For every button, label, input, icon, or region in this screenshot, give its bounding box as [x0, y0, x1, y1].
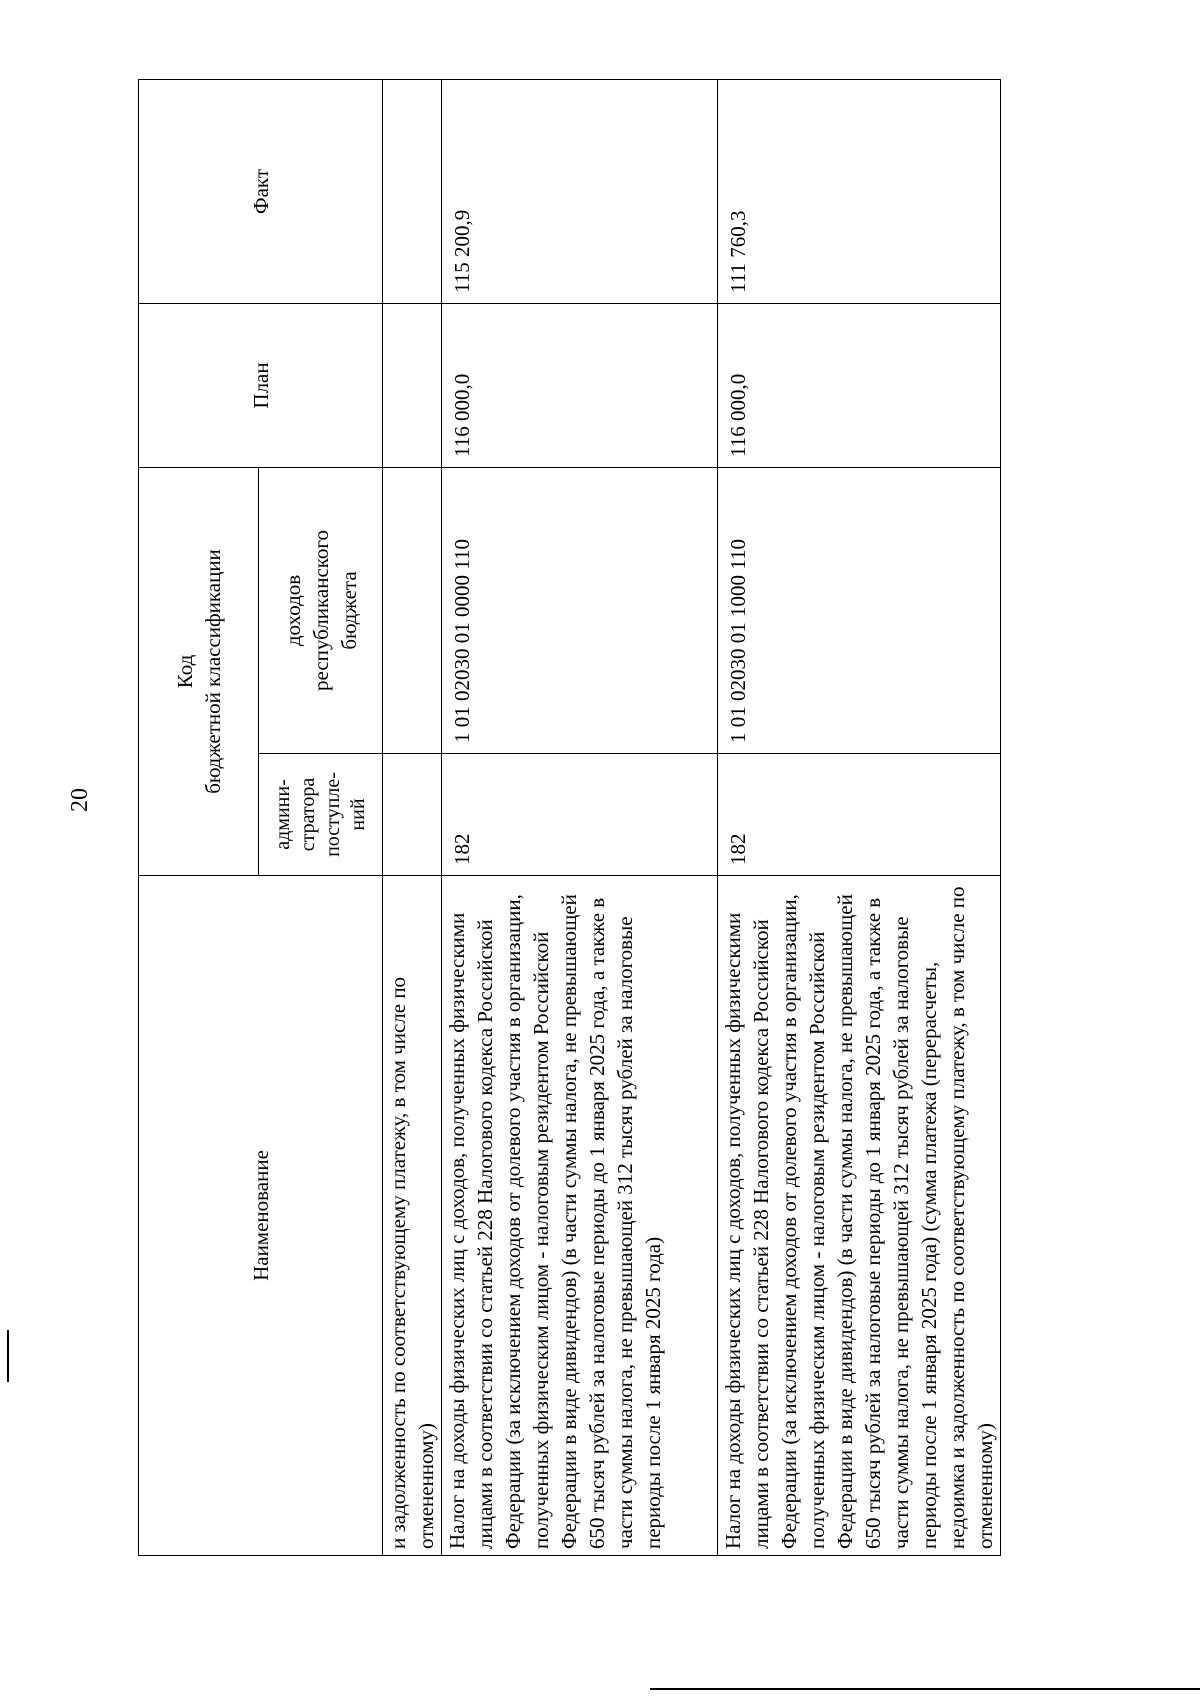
row-admin-code: 182: [718, 754, 1001, 876]
table-row: [383, 79, 442, 1555]
row-plan: 116 000,0: [442, 303, 718, 467]
row-income-code: 1 01 02030 01 0000 110: [442, 467, 718, 753]
rotated-table-container: [138, 80, 997, 1556]
scan-edge-line: [650, 1688, 1200, 1690]
header-fact: Факт: [139, 79, 383, 303]
row-plan: [383, 303, 442, 467]
header-administrator: админи- стратора поступле- ний: [259, 754, 383, 876]
table-row: [442, 79, 718, 1555]
row-fact: 115 200,9: [442, 79, 718, 303]
row-admin-code: [383, 754, 442, 876]
page-number: 20: [67, 788, 93, 812]
header-code-group: Код бюджетной классификации: [139, 467, 259, 875]
scan-edge-mark: [7, 1330, 9, 1382]
row-name: Налог на доходы физических лиц с доходов, полученных физическими лицами в соответствии со статьей 228 Налогового кодекса Российской Федерации (за исключением доходов от долевого участия в организации, полученных физическим лицом - налоговым резидентом Российской Федерации в виде дивидендов) (в части суммы налога, не превышающей 650 тысяч рублей за налоговые периоды до 1 января 2025 года, а также в части суммы налога, не превышающей 312 тысяч рублей за налоговые периоды после 1 января 2025 года) (сумма платежа (перерасчеты, недоимка и задолженность по соответствующему платежу, в том числе по отмененному): [718, 876, 1001, 1556]
row-admin-code: 182: [442, 754, 718, 876]
row-income-code: [383, 467, 442, 753]
header-income-code: доходов республиканского бюджета: [259, 467, 383, 753]
row-name: и задолженность по соответствующему платежу, в том числе по отмененному): [383, 876, 442, 1556]
budget-revenue-table: [138, 79, 1001, 1556]
header-plan: План: [139, 303, 383, 467]
table-header-row: [139, 79, 259, 1555]
row-fact: [383, 79, 442, 303]
row-name: Налог на доходы физических лиц с доходов, полученных физическими лицами в соответствии со статьей 228 Налогового кодекса Российской Федерации (за исключением доходов от долевого участия в организации, полученных физическим лицом - налоговым резидентом Российской Федерации в виде дивидендов) (в части суммы налога, не превышающей 650 тысяч рублей за налоговые периоды до 1 января 2025 года, а также в части суммы налога, не превышающей 312 тысяч рублей за налоговые периоды после 1 января 2025 года): [442, 876, 718, 1556]
row-income-code: 1 01 02030 01 1000 110: [718, 467, 1001, 753]
row-fact: 111 760,3: [718, 79, 1001, 303]
header-name: Наименование: [139, 876, 383, 1556]
table-row: [718, 79, 1001, 1555]
row-plan: 116 000,0: [718, 303, 1001, 467]
